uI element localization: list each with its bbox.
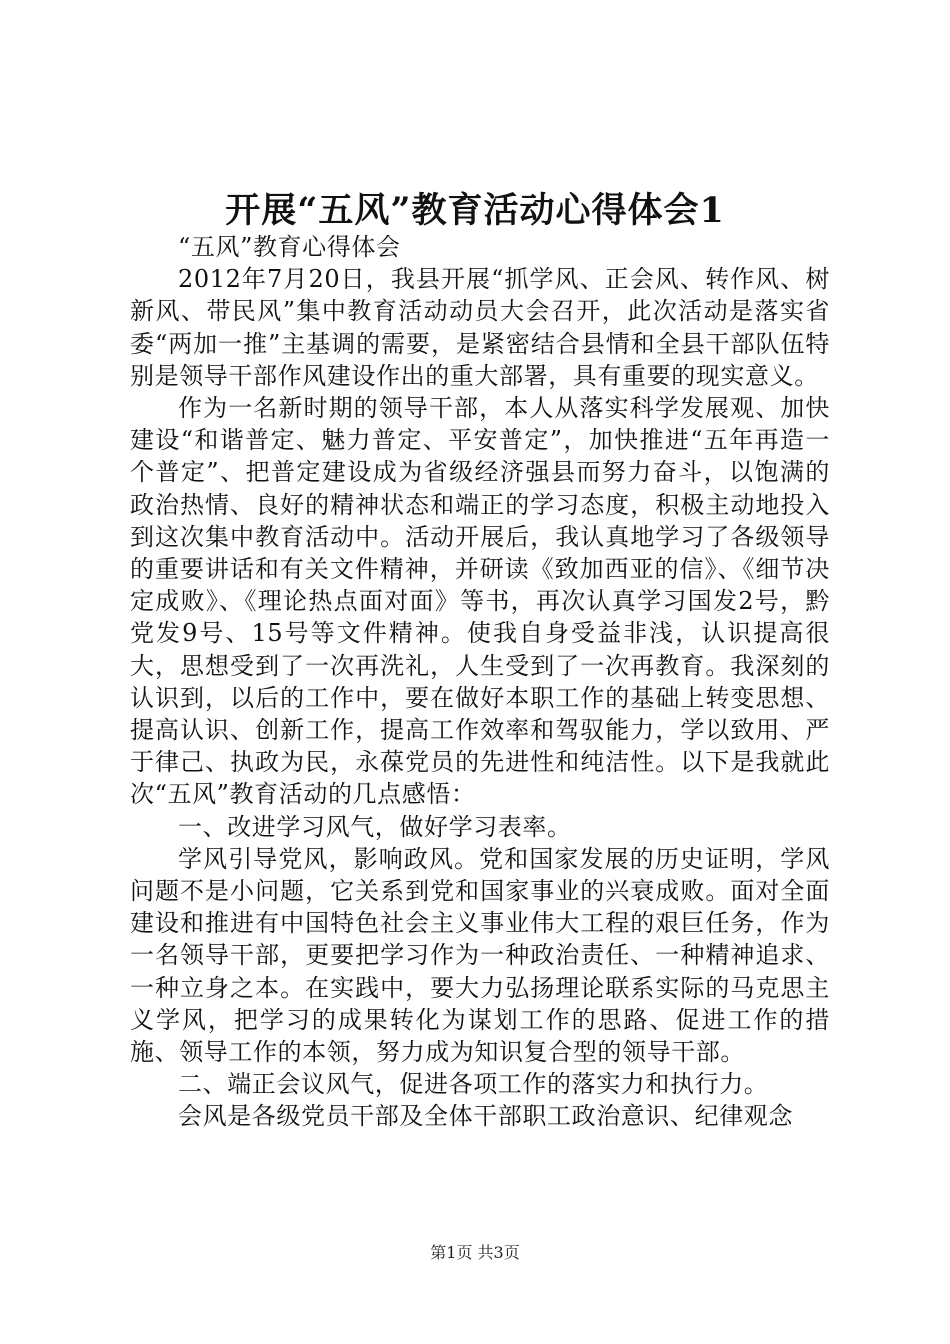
document-body <box>130 231 830 1133</box>
section-heading: 二、端正会议风气，促进各项工作的落实力和执行力。 <box>178 1070 769 1099</box>
page-footer: 第1页 共3页 <box>430 1243 520 1262</box>
paragraph: 作为一名新时期的领导干部，本人从落实科学发展观、加快建设“和谐普定、魅力普定、平安普定”，加快推进“五年再造一个普定”、把普定建设成为省级经济强县而努力奋斗，以饱满的政治热情、良好的精神状态和端正的学习态度，积极主动地投入到这次集中教育活动中。活动开展后，我认真地学习了各级领导的重要讲话和有关文件精神，并研读《致加西亚的信》、《细节决定成败》、《理论热点面对面》等书，再次认真学习国发2号，黔党发9号、15号等文件精神。使我自身受益非浅，认识提高很大，思想受到了一次再洗礼，人生受到了一次再教育。我深刻的认识到，以后的工作中，要在做好本职工作的基础上转变思想、提高认识、创新工作，提高工作效率和驾驭能力，学以致用、严于律己、执政为民，永葆党员的先进性和纯洁性。以下是我就此次“五风”教育活动的几点感悟： <box>130 394 830 809</box>
section-heading: 一、改进学习风气，做好学习表率。 <box>178 812 572 841</box>
document-title: 开展“五风”教育活动心得体会1 <box>225 190 725 231</box>
paragraph: 会风是各级党员干部及全体干部职工政治意识、纪律观念 <box>178 1102 793 1131</box>
paragraph-subtitle: “五风”教育心得体会 <box>178 233 401 261</box>
paragraph: 学风引导党风，影响政风。党和国家发展的历史证明，学风问题不是小问题，它关系到党和国家事业的兴衰成败。面对全面建设和推进有中国特色社会主义事业伟大工程的艰巨任务，作为一名领导干部，更要把学习作为一种政治责任、一种精神追求、一种立身之本。在实践中，要大力弘扬理论联系实际的马克思主义学风，把学习的成果转化为谋划工作的思路、促进工作的措施、领导工作的本领，努力成为知识复合型的领导干部。 <box>130 844 830 1067</box>
paragraph: 2012年7月20日，我县开展“抓学风、正会风、转作风、树新风、带民风”集中教育活动动员大会召开，此次活动是落实省委“两加一推”主基调的需要，是紧密结合县情和全县干部队伍特别是领导干部作风建设作出的重大部署，具有重要的现实意义。 <box>130 265 830 390</box>
